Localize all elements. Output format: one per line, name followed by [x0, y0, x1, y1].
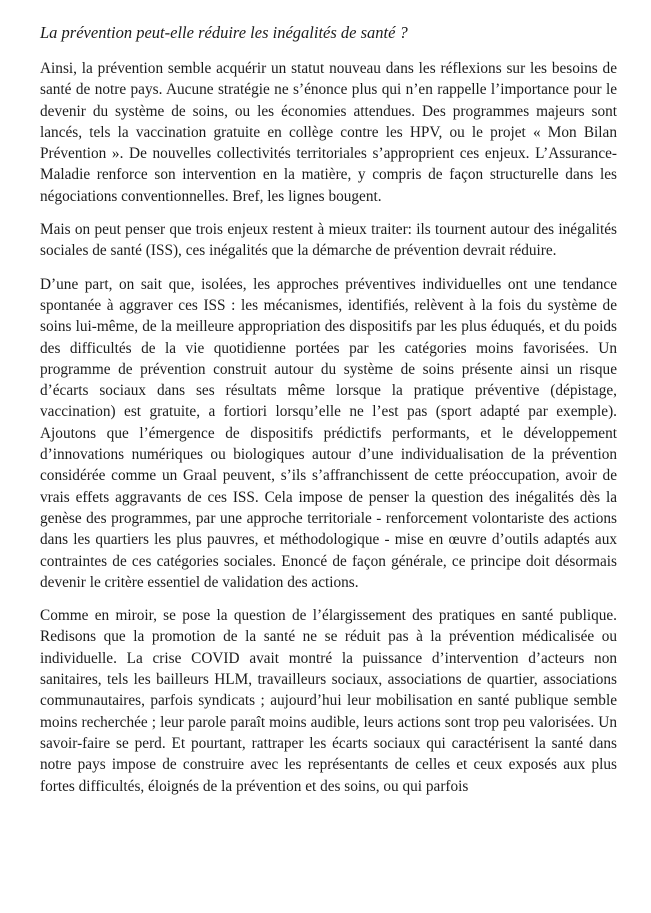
paragraph-individual-approaches: D’une part, on sait que, isolées, les approches préventives individuelles ont une tendance spontanée à aggraver ces ISS : les mécanismes, identifiés, relèvent à la fois du système de soins lui-même, de la meilleure appropriation des dispositifs par les plus éduqués, et du poids des difficultés de la vie quotidienne portées par les catégories moins favorisées. Un programme de prévention construit autour du système de soins présente ainsi un risque d’écarts sociaux dans ses résultats même lorsque la pratique préventive (dépistage, vaccination) est gratuite, a fortiori lorsqu’elle ne l’est pas (sport adapté par exemple). Ajoutons que l’émergence de dispositifs prédictifs performants, et le développement d’innovations numériques ou biologiques autour d’une individualisation de la prévention considérée comme un Graal peuvent, s’ils s’affranchissent de cette préoccupation, avoir de vrais effets aggravants de ces ISS. Cela impose de penser la question des inégalités dès la genèse des programmes, par une approche territoriale - renforcement volontariste des actions dans les quartiers les plus pauvres, et méthodologique - mise en œuvre d’outils adaptés aux contraintes de ces catégories sociales. Enoncé de façon générale, ce principe doit désormais devenir le critère essentiel de validation des actions. — [40, 275, 617, 591]
document-page — [40, 22, 617, 809]
paragraph-public-health-practices: Comme en miroir, se pose la question de l’élargissement des pratiques en santé publique. Redisons que la promotion de la santé ne se réduit pas à la prévention médicalisée ou individuelle. La crise COVID avait montré la puissance d’intervention d’acteurs non sanitaires, tels les bailleurs HLM, travailleurs sociaux, associations de quartier, associations communautaires, parfois syndicats ; aujourd’hui leur mobilisation en santé publique semble moins recherchée ; leur parole paraît moins audible, leurs actions sont trop peu valorisées. Un savoir-faire se perd. Et pourtant, rattraper les écarts sociaux qui caractérisent la santé dans notre pays impose de construire avec les représentants de celles et ceux exposés aux plus fortes difficultés, éloignés de la prévention et des soins, ou qui parfois — [40, 607, 617, 795]
paragraph-three-issues: Mais on peut penser que trois enjeux restent à mieux traiter: ils tournent autour des inégalités sociales de santé (ISS), ces inégalités que la démarche de prévention devrait réduire. — [40, 221, 617, 260]
section-heading: La prévention peut-elle réduire les inégalités de santé ? — [40, 23, 408, 42]
paragraph-prevention-status: Ainsi, la prévention semble acquérir un statut nouveau dans les réflexions sur les besoins de santé de notre pays. Aucune stratégie ne s’énonce plus qui n’en rappelle l’importance pour le devenir du système de soins, ou les économies attendues. Des programmes majeurs sont lancés, tels la vaccination gratuite en collège contre les HPV, ou le projet « Mon Bilan Prévention ». De nouvelles collectivités territoriales s’approprient ces enjeux. L’Assurance-Maladie renforce son intervention en la matière, y compris de façon structurelle dans les négociations conventionnelles. Bref, les lignes bougent. — [40, 60, 617, 205]
